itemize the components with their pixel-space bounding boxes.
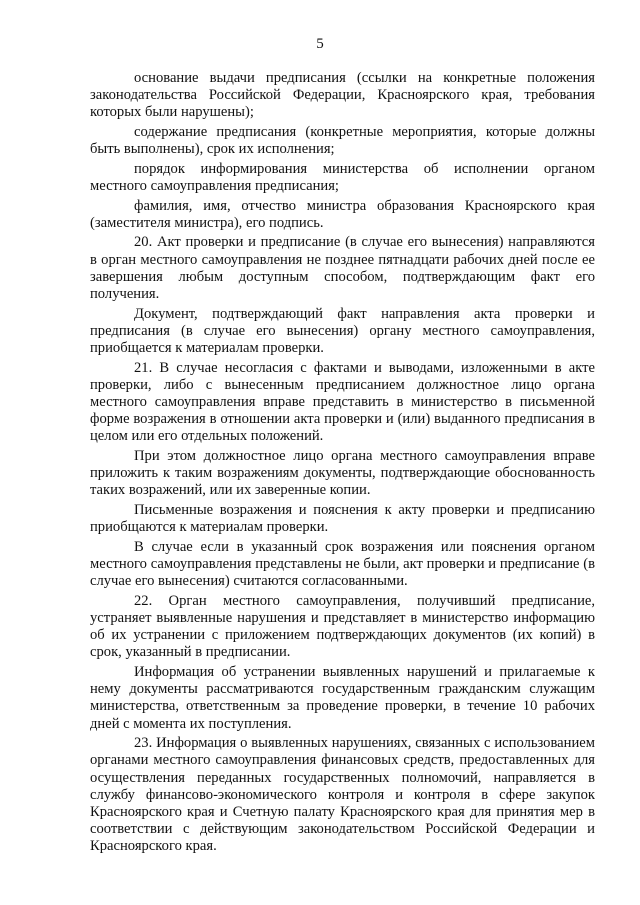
paragraph-clause-21: 21. В случае несогласия с фактами и выводами, изложенными в акте проверки, либо с вынесенным предписанием должностное лицо органа местного самоуправления вправе представить в министерство в письменной форме возражения в отношении акта проверки и (или) выданного предписания в целом или его отдельных положений.	[90, 359, 595, 445]
paragraph-confirmation-document: Документ, подтверждающий факт направления акта проверки и предписания (в случае его вынесения) органу местного самоуправления, приобщается к материалам проверки.	[90, 305, 595, 356]
paragraph-basis: основание выдачи предписания (ссылки на конкретные положения законодательства Российской Федерации, Красноярского края, требования которых были нарушены);	[90, 70, 595, 121]
paragraph-informing-order: порядок информирования министерства об исполнении органом местного самоуправления предписания;	[90, 160, 595, 194]
paragraph-objection-attachments: При этом должностное лицо органа местного самоуправления вправе приложить к таким возражениям документы, подтверждающие обоснованность таких возражений, или их заверенные копии.	[90, 448, 595, 499]
paragraph-agreed-if-no-objections: В случае если в указанный срок возражения или пояснения органом местного самоуправления представлены не были, акт проверки и предписание (в случае его вынесения) считаются согласованными.	[90, 538, 595, 590]
paragraph-elimination-info: Информация об устранении выявленных нарушений и прилагаемые к нему документы рассматриваются государственным гражданским служащим министерства, ответственным за проведение проверки, в течение 10 рабочих дней с момента их поступления.	[90, 664, 595, 732]
paragraph-clause-22: 22. Орган местного самоуправления, получивший предписание, устраняет выявленные нарушения и представляет в министерство информацию об их устранении с приложением подтверждающих документов (их копий) в срок, указанный в предписании.	[90, 592, 595, 661]
paragraph-clause-23: 23. Информация о выявленных нарушениях, связанных с использованием органами местного самоуправления финансовых средств, предоставленных для осуществления переданных государственных полномочий, направляется в службу финансово-экономического контроля и контроля в сфере закупок Красноярского края и Счетную палату Красноярского края для принятия мер в соответствии с действующим законодательством Российской Федерации и Красноярского края.	[90, 735, 595, 855]
page-number: 5	[316, 36, 324, 52]
paragraph-written-objections: Письменные возражения и пояснения к акту проверки и предписанию приобщаются к материалам проверки.	[90, 502, 595, 536]
paragraph-content: содержание предписания (конкретные мероприятия, которые должны быть выполнены), срок их исполнения;	[90, 124, 595, 158]
document-body	[90, 70, 595, 858]
paragraph-clause-20: 20. Акт проверки и предписание (в случае его вынесения) направляются в орган местного самоуправления не позднее пятнадцати рабочих дней после ее завершения любым доступным способом, подтверждающим факт его получения.	[90, 234, 595, 302]
paragraph-minister-signature: фамилия, имя, отчество министра образования Красноярского края (заместителя министра), его подпись.	[90, 197, 595, 231]
